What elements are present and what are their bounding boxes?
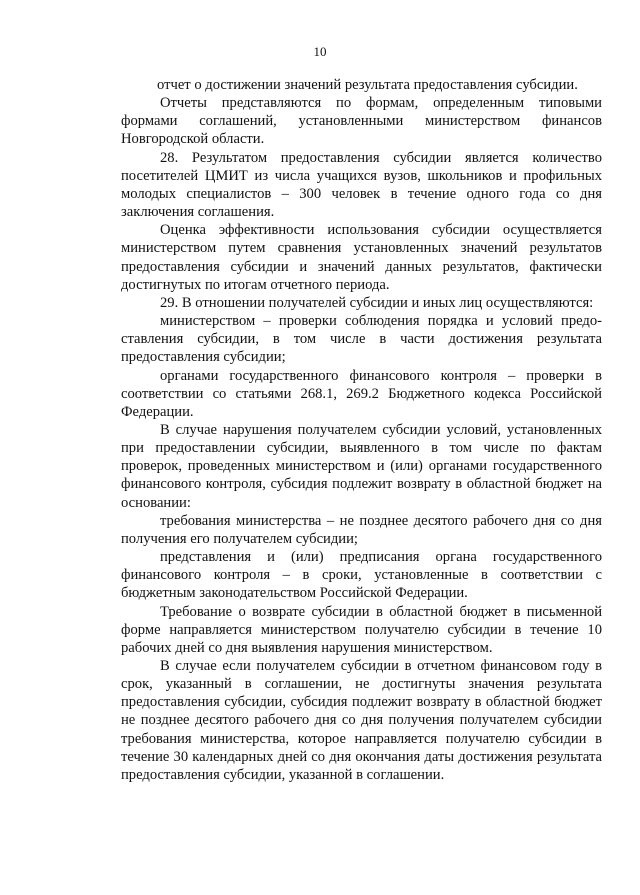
paragraph: Отчеты представляются по формам, определенным типовыми формами соглашений, установленными министерством финансов Новгородской области. bbox=[121, 95, 602, 148]
paragraph: Оценка эффективности использования субсидии осуществляется министерством путем сравнения установленных значений результатов предоставления субсидии и значений данных результатов, фактически достигнутых по итогам отчетного периода. bbox=[121, 222, 602, 293]
paragraph: министерством – проверки соблюдения порядка и условий предоставления субсидии, в том числе в части достижения результата предоставления субсидии; bbox=[121, 313, 602, 366]
paragraph: 29. В отношении получателей субсидии и иных лиц осуществляются: bbox=[160, 294, 594, 311]
paragraph: требования министерства – не позднее десятого рабочего дня со дня получения его получателем субсидии; bbox=[121, 512, 602, 547]
paragraph: органами государственного финансового контроля – проверки в соответствии со статьями 268.1, 269.2 Бюджетного кодекса Российской Федерации. bbox=[121, 367, 602, 420]
paragraph: представления и (или) предписания органа государственного финансового контроля – в сроки, установленные в соответствии с бюджетным законодательством Российской Федерации. bbox=[121, 549, 602, 602]
page-number: 10 bbox=[313, 44, 327, 59]
paragraph: Требование о возврате субсидии в областной бюджет в письменной форме направляется министерством получателю субсидии в течение 10 рабочих дней со дня выявления нарушения министерством. bbox=[121, 603, 602, 656]
paragraph: 28. Результатом предоставления субсидии является количество посетителей ЦМИТ из числа учащихся вузов, школьников и профильных молодых специалистов – 300 человек в течение одного года со дня заключения соглашения. bbox=[121, 149, 602, 221]
paragraph: В случае если получателем субсидии в отчетном финансовом году в срок, указанный в соглашении, не достигнуты значения результата предоставления субсидии, субсидия подлежит возврату в областной бюджет не позднее десятого рабочего дня со дня получения получателем субсидии требования министерства, которое направляется получателю субсидии в течение 30 календарных дней со дня окончания даты достижения результата предоставления субсидии, указанной в соглашении. bbox=[121, 658, 602, 783]
paragraph: В случае нарушения получателем субсидии условий, установленных при предоставлении субсидии, выявленного в том числе по фактам проверок, проведенных министерством и (или) органами государственного финансового контроля, субсидия подлежит возврату в областной бюджет на основании: bbox=[121, 421, 602, 511]
document-body bbox=[121, 76, 602, 784]
paragraph: отчет о достижении значений результата предоставления субсидии. bbox=[157, 77, 578, 93]
